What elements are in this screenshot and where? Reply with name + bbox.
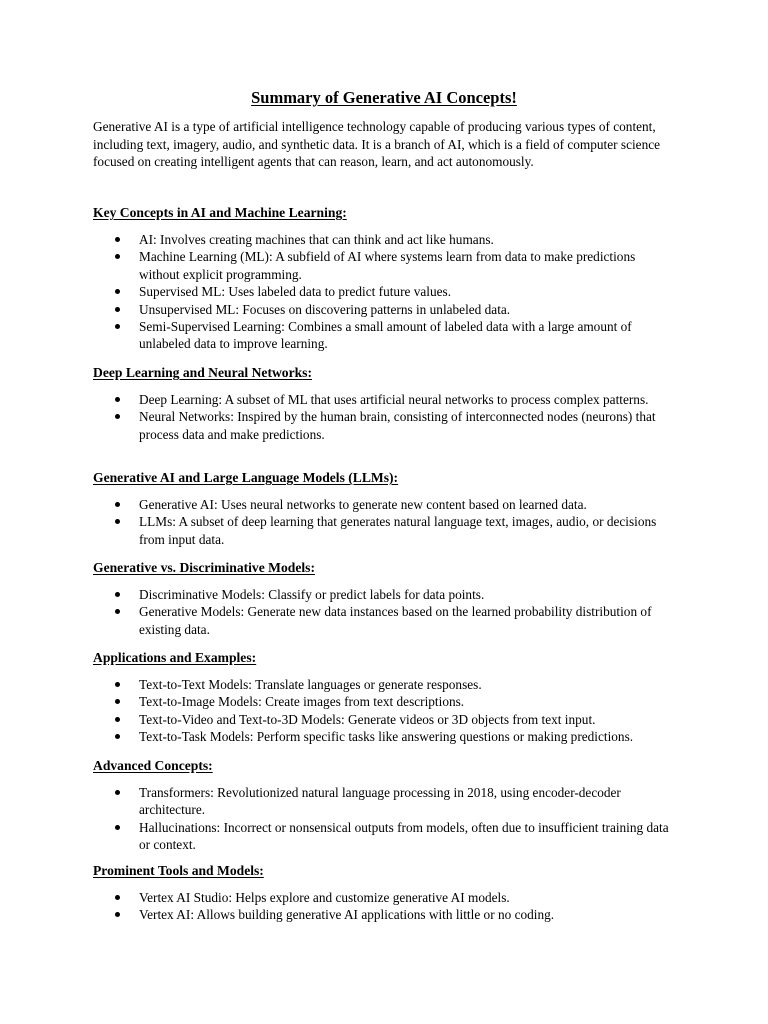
bullet-icon — [115, 592, 120, 597]
bullet-icon — [115, 519, 120, 524]
list-item — [93, 586, 678, 603]
list-item — [93, 318, 678, 353]
section-heading: Deep Learning and Neural Networks: — [93, 365, 313, 380]
list-item — [93, 906, 678, 923]
bullet-icon — [115, 825, 120, 830]
section-heading: Generative AI and Large Language Models (LLMs): — [93, 470, 399, 485]
list-item-text: Text-to-Image Models: Create images from text descriptions. — [139, 694, 465, 710]
list-item-text: Semi-Supervised Learning: Combines a small amount of labeled data with a large amount of unlabeled data to improve learning. — [139, 319, 632, 352]
section-applications — [93, 649, 678, 746]
list-item-text: Supervised ML: Uses labeled data to predict future values. — [139, 284, 452, 300]
section-heading: Advanced Concepts: — [93, 758, 213, 773]
document-title: Summary of Generative AI Concepts! — [251, 88, 517, 107]
bullet-icon — [115, 717, 120, 722]
bullet-icon — [115, 699, 120, 704]
list-item — [93, 676, 678, 693]
section-tools-models — [93, 862, 678, 924]
list-item — [93, 603, 678, 638]
bullet-icon — [115, 237, 120, 242]
list-item — [93, 513, 678, 548]
section-heading: Applications and Examples: — [93, 650, 257, 665]
list-item-text: Generative Models: Generate new data instances based on the learned probability distribution of existing data. — [139, 604, 652, 637]
bullet-list — [93, 231, 678, 353]
list-item — [93, 231, 678, 248]
list-item — [93, 408, 678, 443]
list-item — [93, 693, 678, 710]
bullet-icon — [115, 790, 120, 795]
bullet-icon — [115, 734, 120, 739]
section-heading: Generative vs. Discriminative Models: — [93, 560, 315, 575]
list-item — [93, 496, 678, 513]
bullet-icon — [115, 289, 120, 294]
list-item — [93, 889, 678, 906]
list-item — [93, 283, 678, 300]
bullet-icon — [115, 254, 120, 259]
section-generative-llms — [93, 469, 678, 548]
list-item-text: Text-to-Text Models: Translate languages or generate responses. — [139, 677, 482, 692]
bullet-list — [93, 676, 678, 746]
bullet-icon — [115, 912, 120, 917]
bullet-icon — [115, 895, 120, 900]
bullet-icon — [115, 682, 120, 687]
bullet-icon — [115, 414, 120, 419]
list-item-text: Neural Networks: Inspired by the human brain, consisting of interconnected nodes (neurons) that process data and make predictions. — [139, 409, 656, 442]
list-item-text: Generative AI: Uses neural networks to generate new content based on learned data. — [139, 497, 587, 512]
list-item-text: Text-to-Video and Text-to-3D Models: Generate videos or 3D objects from text input. — [139, 711, 596, 727]
bullet-icon — [115, 502, 120, 507]
section-heading: Prominent Tools and Models: — [93, 863, 264, 878]
list-item-text: LLMs: A subset of deep learning that generates natural language text, images, audio, or decisions from input data. — [139, 514, 657, 547]
bullet-icon — [115, 609, 120, 614]
list-item — [93, 711, 678, 728]
bullet-list — [93, 586, 678, 638]
bullet-icon — [115, 397, 120, 402]
list-item-text: Transformers: Revolutionized natural language processing in 2018, using encoder-decoder architecture. — [139, 785, 621, 818]
list-item — [93, 819, 678, 854]
list-item-text: Discriminative Models: Classify or predict labels for data points. — [139, 587, 485, 602]
intro-paragraph: Generative AI is a type of artificial intelligence technology capable of producing various types of content, including text, imagery, audio, and synthetic data. It is a branch of AI, which is a field of computer science focused on creating intelligent agents that can reason, learn, and act autonomously. — [93, 119, 661, 169]
list-item-text: Text-to-Task Models: Perform specific tasks like answering questions or making predictions. — [139, 729, 634, 745]
section-generative-vs-discriminative — [93, 559, 678, 638]
list-item-text: Vertex AI Studio: Helps explore and customize generative AI models. — [139, 890, 510, 905]
bullet-list — [93, 784, 678, 854]
section-key-concepts — [93, 204, 678, 353]
section-deep-learning — [93, 364, 678, 443]
list-item-text: Deep Learning: A subset of ML that uses artificial neural networks to process complex patterns. — [139, 392, 649, 407]
bullet-icon — [115, 307, 120, 312]
bullet-list — [93, 496, 678, 548]
section-advanced-concepts — [93, 757, 678, 854]
list-item — [93, 784, 678, 819]
bullet-list — [93, 391, 678, 443]
list-item-text: Machine Learning (ML): A subfield of AI where systems learn from data to make predictions without explicit programming. — [139, 249, 636, 282]
list-item — [93, 301, 678, 318]
bullet-list — [93, 889, 678, 924]
list-item-text: Hallucinations: Incorrect or nonsensical outputs from models, often due to insufficient training data or context. — [139, 819, 669, 853]
list-item — [93, 391, 678, 408]
list-item-text: Vertex AI: Allows building generative AI applications with little or no coding. — [139, 907, 555, 923]
list-item-text: AI: Involves creating machines that can think and act like humans. — [139, 232, 494, 247]
list-item — [93, 728, 678, 745]
list-item-text: Unsupervised ML: Focuses on discovering patterns in unlabeled data. — [139, 301, 511, 317]
bullet-icon — [115, 324, 120, 329]
list-item — [93, 248, 678, 283]
section-heading: Key Concepts in AI and Machine Learning: — [93, 205, 347, 220]
